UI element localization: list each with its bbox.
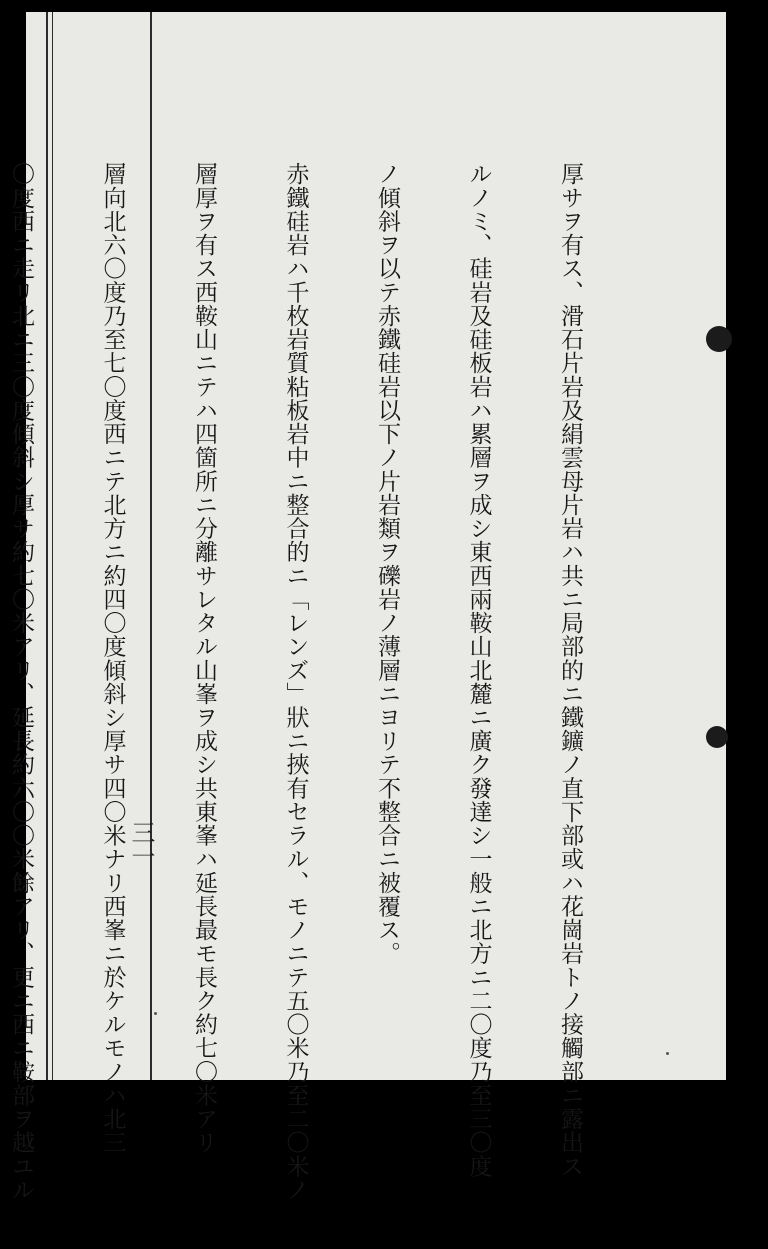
text-column: ルノミ、硅岩及硅板岩ハ累層ヲ成シ東西兩鞍山北麓ニ廣ク發達シ一般ニ北方ニ二〇度乃至三〇度 — [465, 162, 492, 1178]
scan-speck — [666, 1052, 669, 1055]
binding-hole-mark — [706, 726, 728, 748]
page-number: 三一 — [127, 820, 155, 868]
text-column: 厚サヲ有ス、滑石片岩及絹雲母片岩ハ共ニ局部的ニ鐵鑛ノ直下部或ハ花崗岩トノ接觸部ニ露出ス — [557, 162, 583, 1178]
binding-hole-mark — [706, 326, 732, 352]
text-column: 〇度西ニ走リ北ニ三〇度傾斜シ厚サ約七〇米アリ、延長約六〇〇米餘アリ、更ニ西ニ鞍部ヲ越ユル — [8, 162, 34, 1202]
text-column: ノ傾斜ヲ以テ赤鐵硅岩以下ノ片岩類ヲ礫岩ノ薄層ニヨリテ不整合ニ被覆ス。 — [374, 162, 400, 966]
text-column: 層向北六〇度乃至七〇度西ニテ北方ニ約四〇度傾斜シ厚サ四〇米ナリ西峯ニ於ケルモノハ北三 — [99, 162, 126, 1155]
text-column: 層厚ヲ有ス西鞍山ニテハ四箇所ニ分離サレタル山峯ヲ成シ共東峯ハ延長最モ長ク約七〇米アリ — [191, 162, 217, 1155]
text-column: 赤鐵硅岩ハ千枚岩質粘板岩中ニ整合的ニ「レンズ」狀ニ挾有セラル、モノニテ五〇米乃至二〇米ノ — [282, 162, 309, 1202]
scanned-page — [8, 12, 726, 1202]
